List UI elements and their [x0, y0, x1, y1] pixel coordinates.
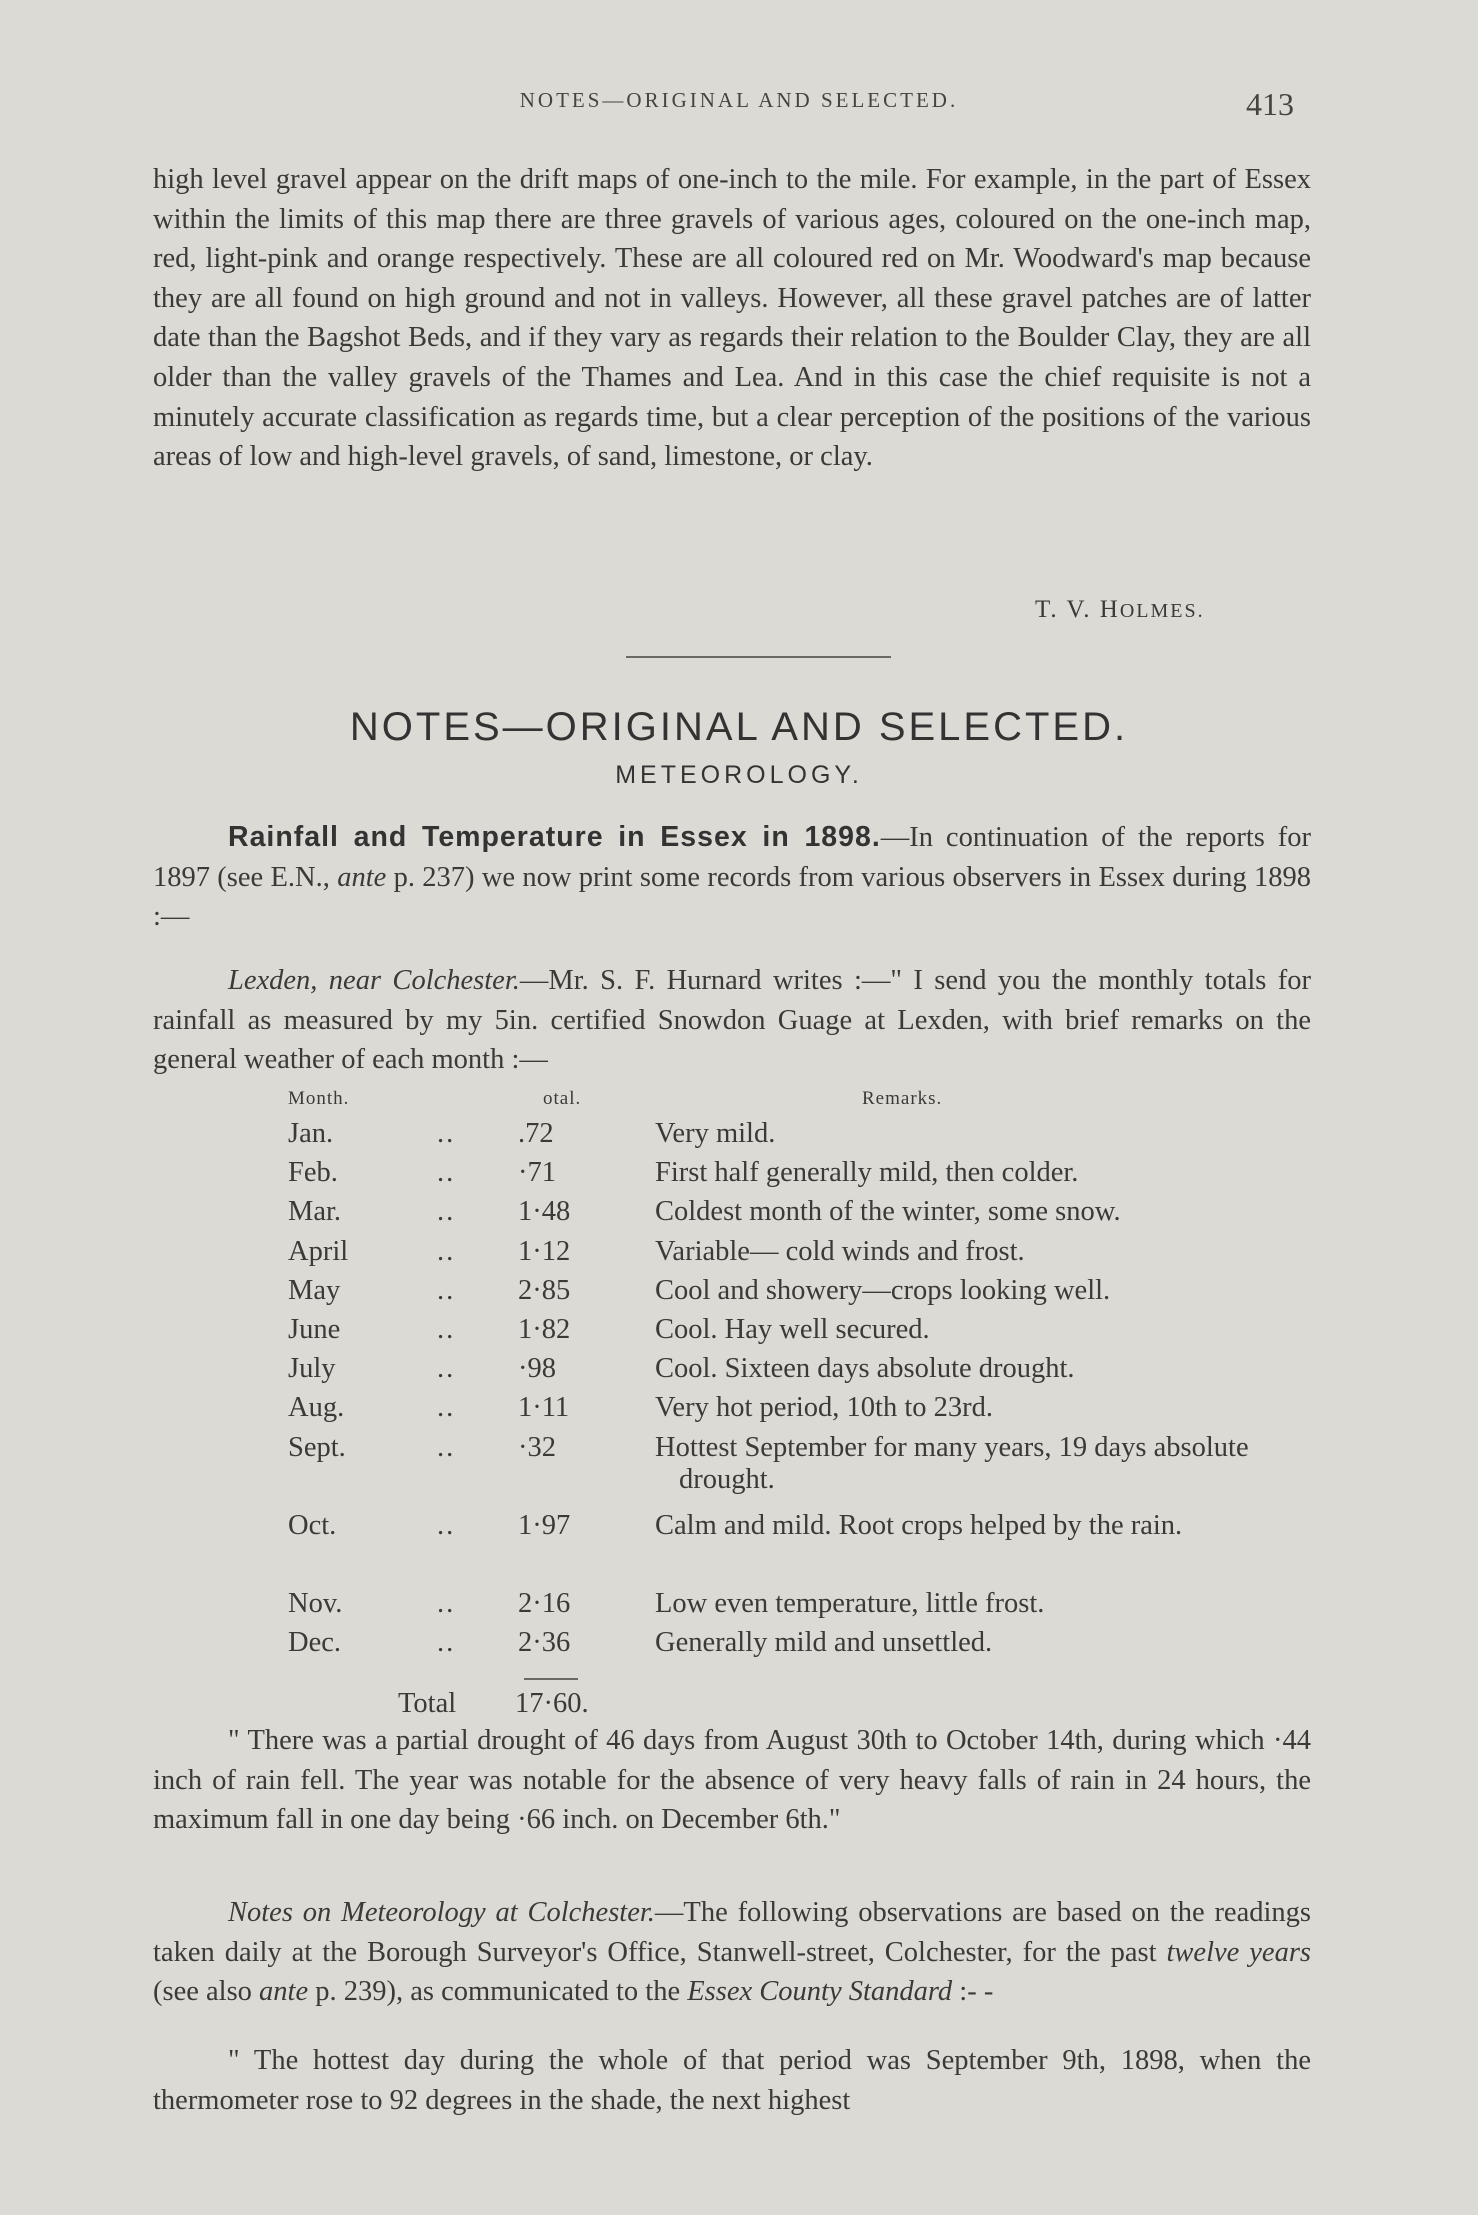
- rainfall-intro-text2: p. 237) we now print some records from various observers in Essex during 1898 :—: [153, 861, 1311, 933]
- row-total: 2·85: [518, 1274, 571, 1306]
- colchester-text3: p. 239), as communicated to the: [308, 1976, 688, 2008]
- row-dots: ..: [437, 1313, 456, 1345]
- row-total: 1·11: [518, 1392, 570, 1424]
- row-month: Sept.: [288, 1431, 346, 1463]
- row-dots: ..: [437, 1274, 456, 1306]
- row-total: 1·82: [518, 1313, 571, 1345]
- row-dots: ..: [437, 1392, 456, 1424]
- total-value: 17·60.: [515, 1688, 589, 1719]
- row-remarks: Cool. Hay well secured.: [655, 1313, 930, 1345]
- row-month: July: [288, 1353, 336, 1385]
- section-divider: [626, 656, 891, 658]
- top-text-block: [153, 160, 1311, 477]
- table-row: [288, 1510, 1328, 1588]
- row-remarks: Cool and showery—crops looking well.: [655, 1274, 1111, 1306]
- table-row: [288, 1392, 1328, 1431]
- row-dots: ..: [437, 1235, 456, 1267]
- colchester-block: [153, 1893, 1311, 2012]
- row-remarks: Generally mild and unsettled.: [655, 1627, 993, 1659]
- colchester-text4: :- -: [952, 1976, 994, 2008]
- row-month: Mar.: [288, 1196, 342, 1228]
- lexden-place: Lexden, near Colchester.: [228, 965, 520, 996]
- section-subtitle: METEOROLOGY.: [615, 761, 863, 789]
- author-signature: [1035, 596, 1205, 624]
- row-total: 2·16: [518, 1588, 571, 1620]
- table-row: [288, 1588, 1328, 1627]
- table-row: [288, 1275, 1328, 1314]
- row-total: 1·48: [518, 1196, 571, 1228]
- header-remarks: Remarks.: [862, 1088, 943, 1109]
- table-body: [288, 1118, 1328, 1667]
- header-month: Month.: [288, 1088, 350, 1109]
- row-month: Jan.: [288, 1118, 334, 1149]
- row-month: Oct.: [288, 1509, 337, 1541]
- table-row: [288, 1314, 1328, 1353]
- row-month: Feb.: [288, 1157, 338, 1189]
- rainfall-table: [288, 1088, 1328, 1667]
- colchester-paragraph: [153, 1893, 1311, 2012]
- total-rule: [524, 1678, 578, 1680]
- table-row: [288, 1157, 1328, 1196]
- drought-block: [153, 1721, 1311, 1840]
- table-row: [288, 1627, 1328, 1666]
- row-dots: ..: [437, 1509, 456, 1541]
- row-remarks: Very hot period, 10th to 23rd.: [655, 1392, 993, 1424]
- lexden-block: [153, 961, 1311, 1080]
- row-total: 1·12: [518, 1235, 571, 1267]
- row-remarks: First half generally mild, then colder.: [655, 1157, 1079, 1189]
- row-total: ·98: [518, 1353, 556, 1385]
- row-month: Aug.: [288, 1392, 345, 1424]
- drought-paragraph: " There was a partial drought of 46 days from August 30th to October 14th, during which ·44 inch of rain fell. The year was notable for the absence of very heavy falls of rain in 24 hours, the maximum fall in one day being ·66 inch. on December 6th.": [153, 1725, 1311, 1836]
- table-row: [288, 1118, 1328, 1157]
- colchester-twelve-years: twelve years: [1166, 1936, 1311, 1968]
- colchester-standard: Essex County Standard: [687, 1976, 953, 2008]
- row-total: ·71: [518, 1157, 556, 1189]
- total-row: [398, 1688, 589, 1720]
- section-title: NOTES—ORIGINAL AND SELECTED.: [349, 705, 1129, 749]
- row-month: May: [288, 1274, 341, 1306]
- rainfall-intro-paragraph: [153, 818, 1311, 937]
- row-remarks: Hottest September for many years, 19 days absolute drought.: [655, 1431, 1249, 1495]
- row-dots: ..: [437, 1118, 456, 1149]
- colchester-title: Notes on Meteorology at Colchester.: [228, 1897, 655, 1928]
- row-remarks: Calm and mild. Root crops helped by the rain.: [655, 1509, 1183, 1541]
- row-dots: ..: [437, 1431, 456, 1463]
- row-month: June: [288, 1313, 341, 1345]
- hottest-block: [153, 2041, 1311, 2120]
- row-dots: ..: [437, 1353, 456, 1385]
- row-total: ·32: [518, 1431, 556, 1463]
- row-remarks: Low even temperature, little frost.: [655, 1588, 1045, 1620]
- colchester-text1: —The following observations are based on the readings taken daily at the Borough Surveyor's Office, Stanwell-street, Colchester, for the past: [153, 1897, 1311, 1968]
- signature-surname: OLMES.: [1119, 600, 1205, 622]
- row-remarks: Variable— cold winds and frost.: [655, 1235, 1025, 1267]
- table-row: [288, 1353, 1328, 1392]
- row-month: Dec.: [288, 1627, 342, 1659]
- gravel-paragraph: high level gravel appear on the drift maps of one-inch to the mile. For example, in the part of Essex within the limits of this map there are three gravels of various ages, coloured on the one-inch map, red, light-pink and orange respectively. These are all coloured red on Mr. Woodward's map because they are all found on high ground and not in valleys. However, all these gravel patches are of latter date than the Bagshot Beds, and if they vary as regards their relation to the Boulder Clay, they are all older than the valley gravels of the Thames and Lea. And in this case the chief requisite is not a minutely accurate classification as regards time, but a clear perception of the positions of the various areas of low and high-level gravels, of sand, limestone, or clay.: [153, 164, 1311, 473]
- row-dots: ..: [437, 1196, 456, 1228]
- rainfall-intro-text: —In continuation of the reports for 1897 (see E.N.,: [153, 822, 1311, 893]
- row-remarks: Cool. Sixteen days absolute drought.: [655, 1353, 1075, 1385]
- row-remarks: Coldest month of the winter, some snow.: [655, 1196, 1121, 1228]
- table-row: [288, 1236, 1328, 1275]
- row-dots: ..: [437, 1157, 456, 1189]
- colchester-ante: ante: [259, 1976, 309, 2008]
- row-total: 2·36: [518, 1627, 571, 1659]
- rainfall-intro-block: [153, 818, 1311, 937]
- table-header: [288, 1088, 1328, 1118]
- page-number: 413: [1246, 86, 1294, 122]
- row-month: April: [288, 1235, 349, 1267]
- rainfall-intro-ante: ante: [337, 861, 387, 893]
- row-month: Nov.: [288, 1588, 343, 1620]
- lexden-text: —Mr. S. F. Hurnard writes :—" I send you the monthly totals for rainfall as measured by my 5in. certified Snowdon Guage at Lexden, with brief remarks on the general weather of each month :—: [153, 965, 1312, 1076]
- table-row: [288, 1432, 1328, 1510]
- header-total: otal.: [543, 1088, 582, 1109]
- colchester-text2: (see also: [153, 1976, 260, 2008]
- row-total: .72: [518, 1118, 554, 1149]
- row-remarks: Very mild.: [655, 1118, 776, 1149]
- lexden-paragraph: [153, 961, 1311, 1080]
- signature-initials: T. V. H: [1035, 596, 1120, 623]
- running-head: NOTES—ORIGINAL AND SELECTED.: [519, 88, 959, 112]
- total-label: Total: [398, 1688, 457, 1719]
- hottest-paragraph: " The hottest day during the whole of that period was September 9th, 1898, when the thermometer rose to 92 degrees in the shade, the next highest: [153, 2045, 1311, 2116]
- row-dots: ..: [437, 1588, 456, 1620]
- row-dots: ..: [437, 1627, 456, 1659]
- row-total: 1·97: [518, 1509, 571, 1541]
- rainfall-heading: Rainfall and Temperature in Essex in 1898.: [228, 821, 881, 853]
- table-row: [288, 1196, 1328, 1235]
